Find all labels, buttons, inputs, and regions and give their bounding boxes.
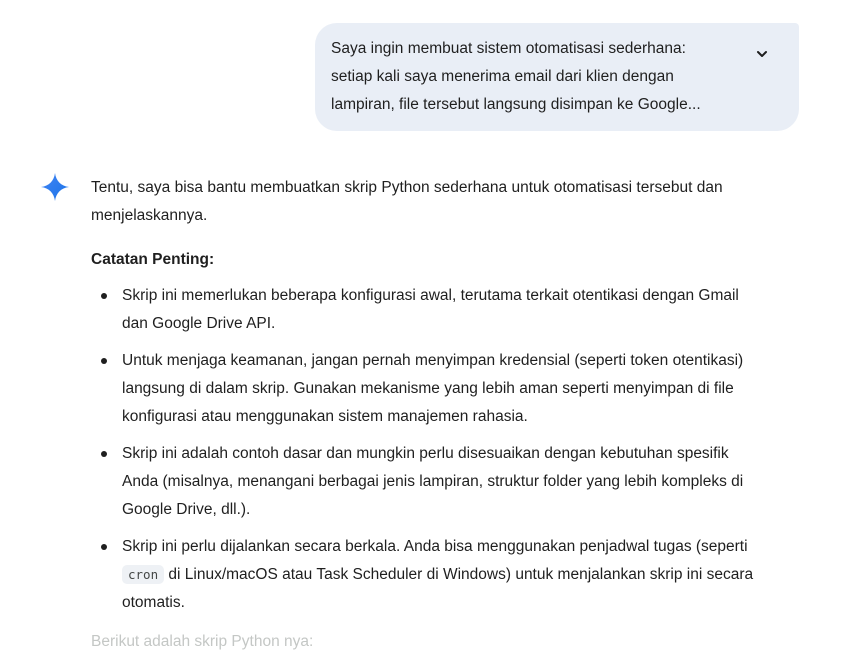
user-message-bubble	[315, 23, 799, 131]
list-item-text: di Linux/macOS atau Task Scheduler di Windows) untuk menjalankan skrip ini secara	[164, 566, 754, 583]
bullet-dot	[101, 451, 107, 457]
assistant-response	[91, 174, 791, 626]
expand-message-button[interactable]	[751, 43, 773, 65]
notes-heading: Catatan Penting:	[91, 251, 215, 268]
user-message-line: lampiran, file tersebut langsung disimpan ke Google...	[331, 96, 701, 113]
list-item-line: konfigurasi atau menggunakan sistem manajemen rahasia.	[122, 408, 528, 425]
list-item	[91, 440, 791, 524]
faded-next-paragraph: Berikut adalah skrip Python nya:	[91, 633, 314, 650]
list-item-line	[122, 561, 791, 589]
bullet-dot	[101, 544, 107, 550]
user-message-line: Saya ingin membuat sistem otomatisasi sederhana:	[331, 40, 686, 57]
list-item-line: otomatis.	[122, 594, 185, 611]
list-item	[91, 347, 791, 431]
bullet-dot	[101, 358, 107, 364]
chevron-down-icon	[755, 47, 769, 61]
intro-line: menjelaskannya.	[91, 207, 208, 224]
user-message-line: setiap kali saya menerima email dari klien dengan	[331, 68, 674, 85]
notes-list	[91, 282, 791, 617]
list-item-line: langsung di dalam skrip. Gunakan mekanisme yang lebih aman seperti menyimpan di file	[122, 380, 734, 397]
list-item	[91, 533, 791, 617]
list-item	[91, 282, 791, 338]
inline-code: cron	[122, 565, 164, 584]
list-item-line: dan Google Drive API.	[122, 315, 276, 332]
bullet-dot	[101, 293, 107, 299]
gemini-sparkle-icon	[40, 172, 70, 202]
intro-line: Tentu, saya bisa bantu membuatkan skrip Python sederhana untuk otomatisasi tersebut dan	[91, 179, 723, 196]
list-item-line: Anda (misalnya, menangani berbagai jenis lampiran, struktur folder yang lebih kompleks di	[122, 473, 744, 490]
response-intro	[91, 174, 791, 230]
list-item-line: Skrip ini perlu dijalankan secara berkala. Anda bisa menggunakan penjadwal tugas (seperti	[122, 538, 748, 555]
list-item-line: Skrip ini adalah contoh dasar dan mungkin perlu disesuaikan dengan kebutuhan spesifik	[122, 445, 729, 462]
list-item-line: Skrip ini memerlukan beberapa konfigurasi awal, terutama terkait otentikasi dengan Gmail	[122, 287, 739, 304]
list-item-line: Untuk menjaga keamanan, jangan pernah menyimpan kredensial (seperti token otentikasi)	[122, 352, 744, 369]
list-item-line: Google Drive, dll.).	[122, 501, 251, 518]
